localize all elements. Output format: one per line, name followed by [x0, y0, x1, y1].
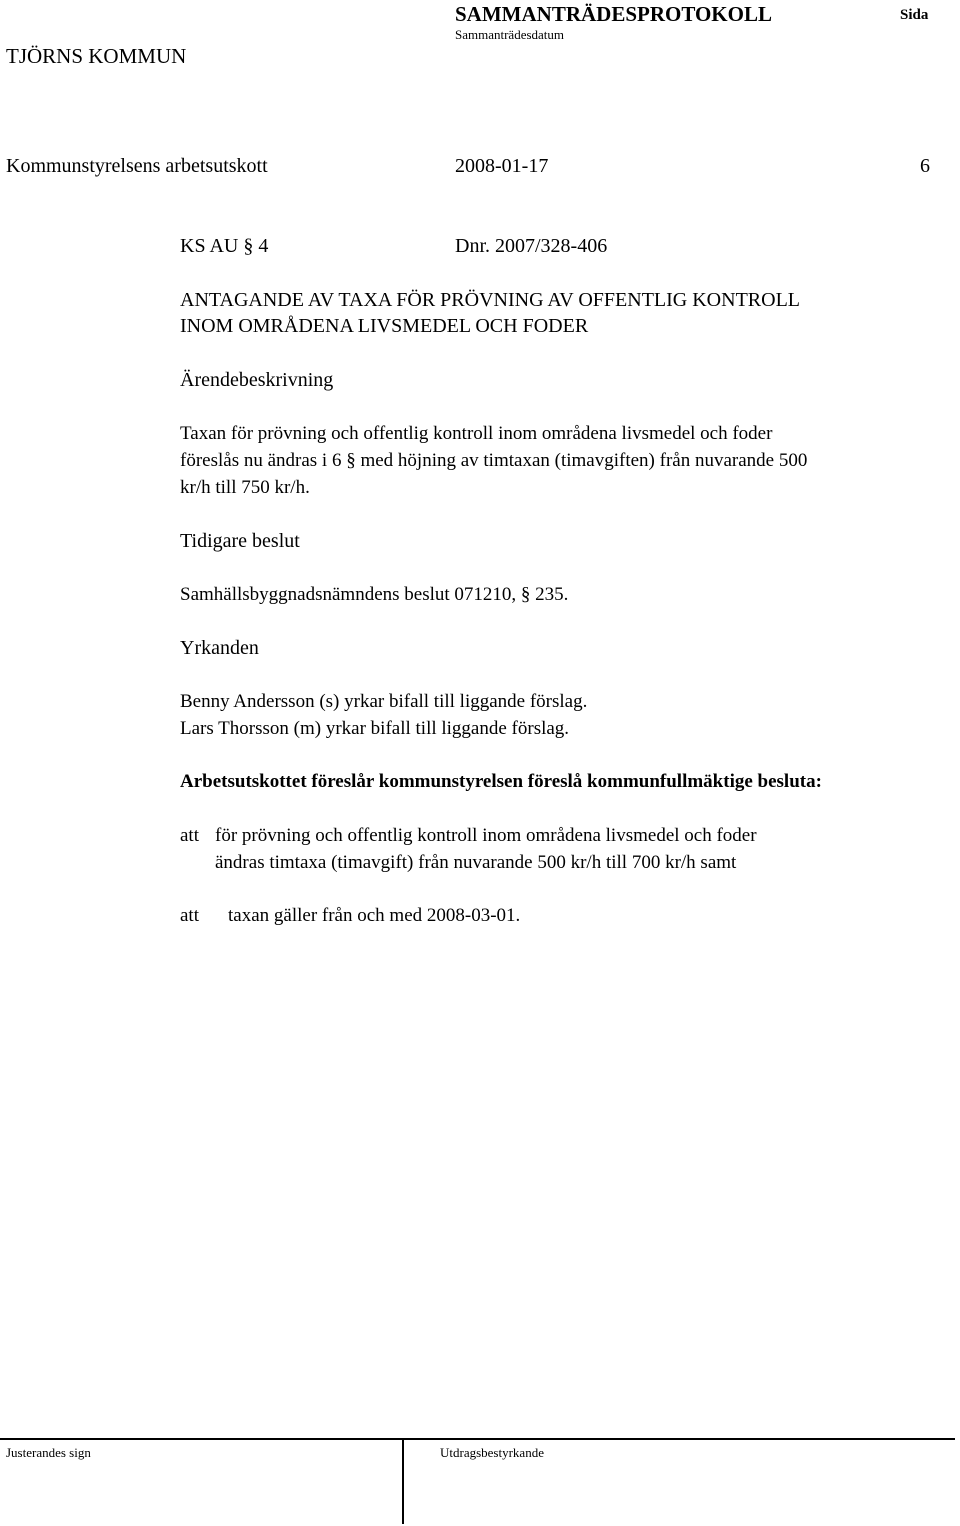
att-label-2: att	[180, 905, 199, 926]
att-1-line-1: för prövning och offentlig kontroll inom områdena livsmedel och foder	[215, 825, 757, 846]
motion-line-2: Lars Thorsson (m) yrkar bifall till liggande förslag.	[180, 718, 570, 739]
description-heading: Ärendebeskrivning	[180, 369, 334, 391]
case-title-line-1: ANTAGANDE AV TAXA FÖR PRÖVNING AV OFFENTLIG KONTROLL	[180, 289, 800, 311]
att-2-line-1: taxan gäller från och med 2008-03-01.	[228, 905, 521, 926]
organization-name: TJÖRNS KOMMUN	[6, 44, 187, 68]
protocol-title: SAMMANTRÄDESPROTOKOLL	[455, 2, 772, 26]
page-label: Sida	[900, 7, 929, 23]
case-dnr: Dnr. 2007/328-406	[455, 235, 608, 257]
footer-column-divider	[402, 1438, 404, 1524]
motions-heading: Yrkanden	[180, 637, 259, 659]
att-1-line-2: ändras timtaxa (timavgift) från nuvarande 500 kr/h till 700 kr/h samt	[215, 852, 737, 873]
case-paragraph-id: KS AU § 4	[180, 235, 269, 257]
footer-divider	[0, 1438, 955, 1440]
case-title-line-2: INOM OMRÅDENA LIVSMEDEL OCH FODER	[180, 315, 589, 337]
previous-decision-heading: Tidigare beslut	[180, 530, 300, 552]
proposal-heading: Arbetsutskottet föreslår kommunstyrelsen föreslå kommunfullmäktige besluta:	[180, 771, 822, 792]
page-number: 6	[920, 155, 930, 177]
description-line-3: kr/h till 750 kr/h.	[180, 477, 310, 498]
committee-name: Kommunstyrelsens arbetsutskott	[6, 155, 268, 177]
previous-decision-text: Samhällsbyggnadsnämndens beslut 071210, § 235.	[180, 584, 569, 605]
meeting-date-label: Sammanträdesdatum	[455, 27, 565, 42]
att-label-1: att	[180, 825, 199, 846]
description-line-2: föreslås nu ändras i 6 § med höjning av timtaxan (timavgiften) från nuvarande 500	[180, 450, 808, 471]
extract-certification-label: Utdragsbestyrkande	[440, 1445, 544, 1460]
description-line-1: Taxan för prövning och offentlig kontroll inom områdena livsmedel och foder	[180, 423, 773, 444]
meeting-date: 2008-01-17	[455, 155, 549, 177]
motion-line-1: Benny Andersson (s) yrkar bifall till liggande förslag.	[180, 691, 588, 712]
signature-label: Justerandes sign	[6, 1445, 91, 1460]
